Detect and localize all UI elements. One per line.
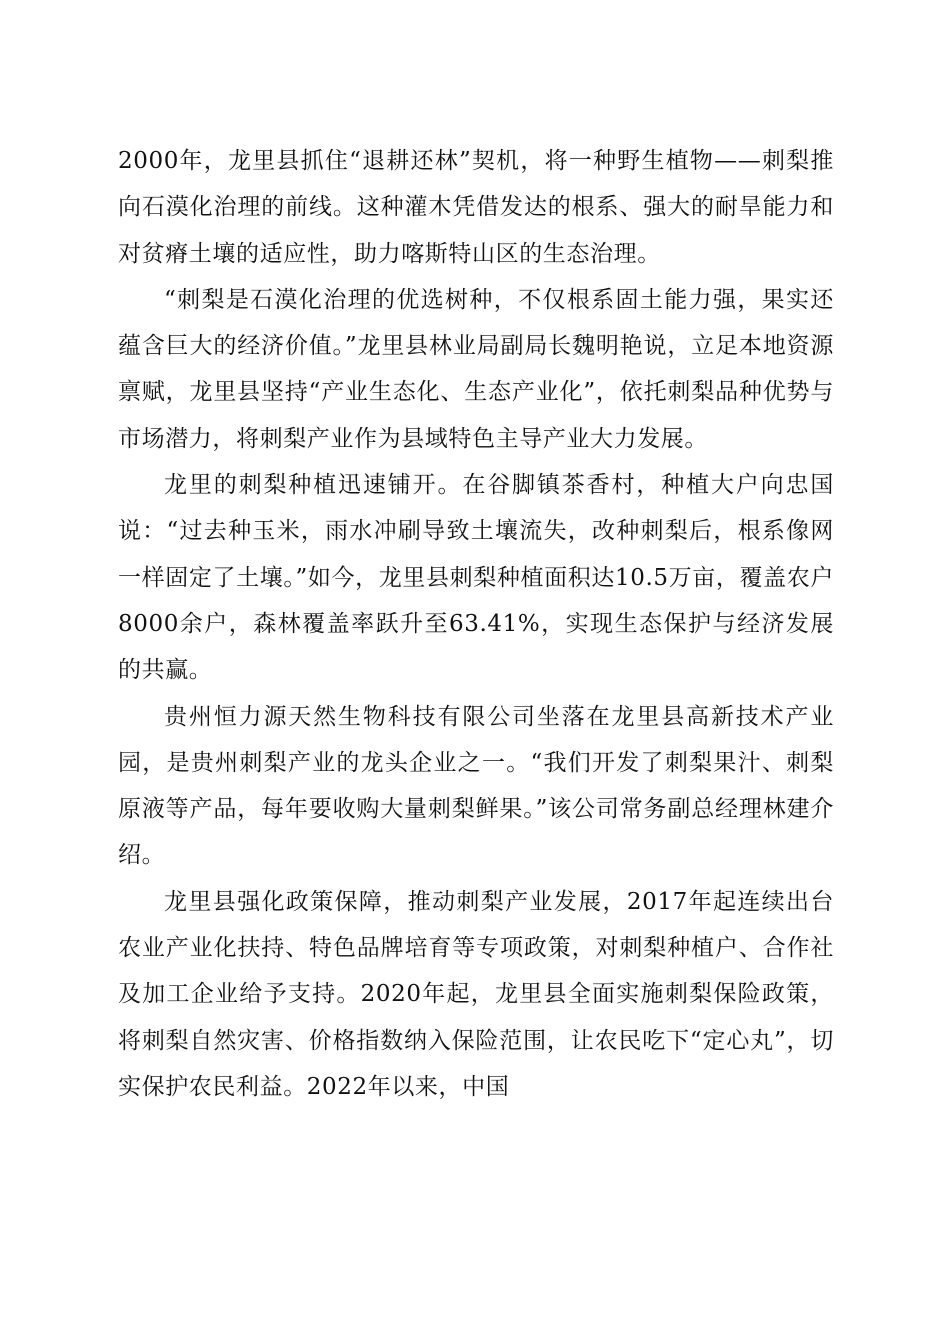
paragraph-1: 2000年，龙里县抓住“退耕还林”契机，将一种野生植物——刺梨推向石漠化治理的前线。这种灌木凭借发达的根系、强大的耐旱能力和对贫瘠土壤的适应性，助力喀斯特山区的生态治理。 <box>118 148 834 267</box>
paragraph-4: 贵州恒力源天然生物科技有限公司坐落在龙里县高新技术产业园，是贵州刺梨产业的龙头企业之一。“我们开发了刺梨果汁、刺梨原液等产品，每年要收购大量刺梨鲜果。”该公司常务副总经理林建介绍。 <box>118 703 834 869</box>
paragraph-5: 龙里县强化政策保障，推动刺梨产业发展，2017年起连续出台农业产业化扶持、特色品牌培育等专项政策，对刺梨种植户、合作社及加工企业给予支持。2020年起，龙里县全面实施刺梨保险政策，将刺梨自然灾害、价格指数纳入保险范围，让农民吃下“定心丸”，切实保护农民利益。2022年以来，中国 <box>118 888 834 1100</box>
paragraph-2: “刺梨是石漠化治理的优选树种，不仅根系固土能力强，果实还蕴含巨大的经济价值。”龙里县林业局副局长魏明艳说，立足本地资源禀赋，龙里县坚持“产业生态化、生态产业化”，依托刺梨品种优势与市场潜力，将刺梨产业作为县域特色主导产业大力发展。 <box>118 286 834 452</box>
article-body <box>118 138 834 1110</box>
paragraph-3: 龙里的刺梨种植迅速铺开。在谷脚镇茶香村，种植大户向忠国说：“过去种玉米，雨水冲刷导致土壤流失，改种刺梨后，根系像网一样固定了土壤。”如今，龙里县刺梨种植面积达10.5万亩，覆盖农户8000余户，森林覆盖率跃升至63.41%，实现生态保护与经济发展的共赢。 <box>118 472 834 684</box>
